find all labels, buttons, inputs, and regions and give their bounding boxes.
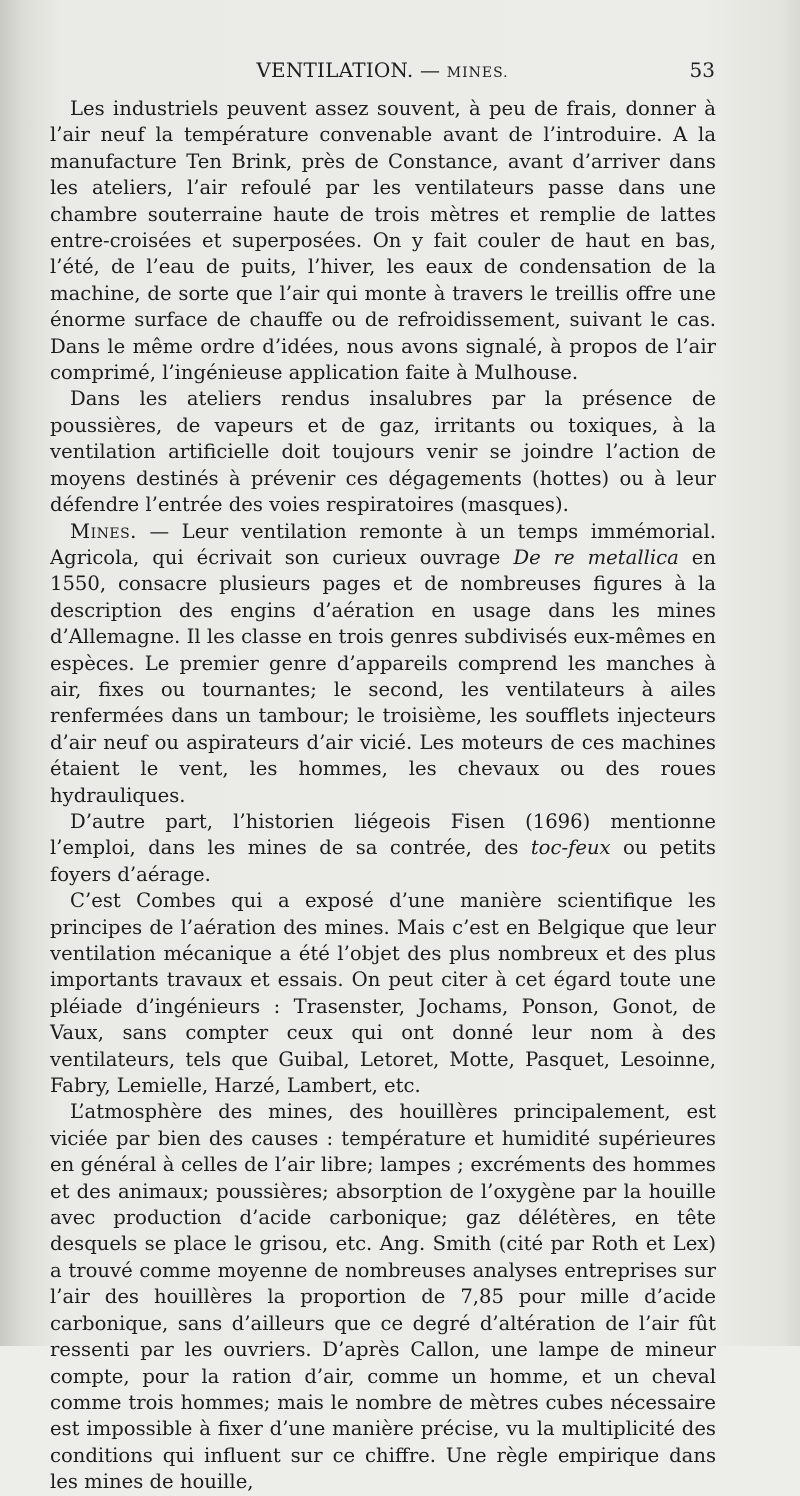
running-title-separator: —: [413, 58, 447, 82]
running-header: [50, 58, 715, 90]
paragraph-text: Dans les ateliers rendus insalubres par la présence de poussières, de vapeurs et de gaz, irritants ou toxiques, à la ventilation artificielle doit toujours venir se joindre l’action de moyens destinés à prévenir ces dégagements (hottes) ou à leur défendre l’entrée des voies respiratoires (masques).: [50, 387, 716, 517]
term-italic: toc-feux: [530, 836, 611, 860]
body-text: [50, 96, 716, 1496]
paragraph-text: L’atmosphère des mines, des houillères principalement, est viciée par bien des causes : température et humidité supérieures en général à celles de l’air libre; lampes ; excréments des hommes et des animaux; poussières; absorption de l’oxygène par la houille avec production d’acide carbonique; gaz délétères, en tête desquels se place le grisou, etc. Ang. Smith (cité par Roth et Lex) a trouvé comme moyenne de nombreuses analyses entreprises sur l’air des houillères la proportion de 7,85 pour mille d’acide carbonique, sans d’ailleurs que ce degré d’altération de l’air fût ressenti par les ouvriers. D’après Callon, une lampe de mineur compte, pour la ration d’air, comme un homme, et un cheval comme trois hommes; mais le nombre de mètres cubes nécessaire est impossible à fixer d’une manière précise, vu la multiplicité des conditions qui influent sur ce chiffre. Une règle empirique dans les mines de houille,: [50, 1100, 716, 1494]
book-title-italic: De re metallica: [513, 545, 679, 569]
running-title-main: VENTILATION.: [256, 58, 414, 82]
section-lead-mines: Mines.: [70, 519, 137, 543]
running-title-sub: MINES.: [446, 65, 509, 81]
paragraph-3: [50, 519, 716, 809]
paragraph-2: [50, 386, 716, 518]
paragraph-6: [50, 1099, 716, 1495]
paragraph-text: ou petits foyers d’aérage.: [50, 836, 716, 886]
paragraph-1: [50, 96, 716, 386]
page-number: 53: [689, 58, 715, 82]
paragraph-text: Les industriels peuvent assez souvent, à peu de frais, donner à l’air neuf la température convenable avant de l’introduire. A la manufacture Ten Brink, près de Constance, avant d’arriver dans les ateliers, l’air refoulé par les ventilateurs passe dans une chambre souterraine haute de trois mètres et remplie de lattes entre-croisées et superposées. On y fait couler de haut en bas, l’été, de l’eau de puits, l’hiver, les eaux de condensation de la machine, de sorte que l’air qui monte à travers le treillis offre une énorme surface de chauffe ou de refroidissement, suivant le cas. Dans le même ordre d’idées, nous avons signalé, à propos de l’air comprimé, l’ingénieuse application faite à Mulhouse.: [50, 97, 716, 385]
paragraph-5: [50, 888, 716, 1099]
paragraph-text: D’autre part, l’historien liégeois Fisen (1696) mentionne l’emploi, dans les mines de sa contrée, des: [50, 809, 716, 860]
paragraph-text: en 1550, consacre plusieurs pages et de nombreuses figures à la description des engins d’aération en usage dans les mines d’Allemagne. Il les classe en trois genres subdivisés eux-mêmes en espèces. Le premier genre d’appareils comprend les manches à air, fixes ou tournantes; le second, les ventilateurs à ailes renfermées dans un tambour; le troisième, les soufflets injecteurs d’air neuf ou aspirateurs d’air vicié. Les moteurs de ces machines étaient le vent, les hommes, les chevaux ou des roues hydrauliques.: [50, 545, 716, 807]
paragraph-text: — Leur ventilation remonte à un temps immémorial. Agricola, qui écrivait son curieux ouvrage: [50, 519, 716, 569]
paragraph-text: C’est Combes qui a exposé d’une manière scientifique les principes de l’aération des mines. Mais c’est en Belgique que leur ventilation mécanique a été l’objet des plus nombreux et des plus importants travaux et essais. On peut citer à cet égard toute une pléiade d’ingénieurs : Trasenster, Jochams, Ponson, Gonot, de Vaux, sans compter ceux qui ont donné leur nom à des ventilateurs, tels que Guibal, Letoret, Motte, Pasquet, Lesoinne, Fabry, Lemielle, Harzé, Lambert, etc.: [50, 889, 716, 1098]
running-title: [50, 58, 715, 82]
paragraph-4: [50, 809, 716, 888]
